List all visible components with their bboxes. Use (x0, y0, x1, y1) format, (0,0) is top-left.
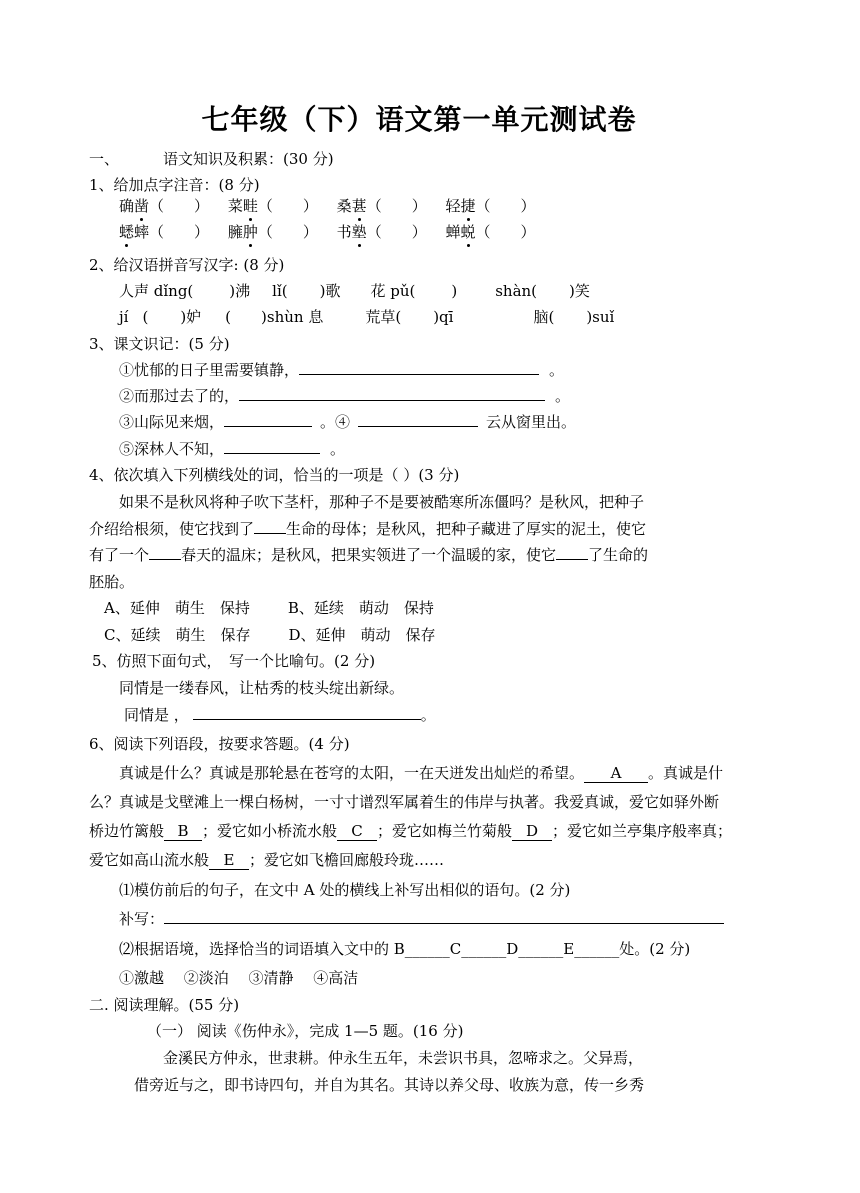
q2-row-1: 人声 dǐng( )沸 lǐ( )歌 花 pǔ( ) shàn( )笑 (119, 282, 590, 300)
answer-blank[interactable] (358, 412, 478, 427)
q6-fill-line: 补写： (119, 909, 724, 929)
q5-heading: 5、仿照下面句式， 写一个比喻句。(2 分) (92, 652, 376, 670)
q2-heading: 2、给汉语拼音写汉字: (8 分) (89, 256, 285, 274)
section-1-heading (89, 149, 334, 169)
section-2-heading: 二. 阅读理解。(55 分) (89, 996, 240, 1014)
phonetic-item: 蝉蜕（ ） (445, 223, 536, 241)
q6-sub-1: ⑴模仿前后的句子，在文中 A 处的横线上补写出相似的语句。(2 分) (119, 881, 571, 899)
answer-blank[interactable] (149, 545, 181, 560)
phonetic-item: 菜畦（ ） (227, 197, 318, 215)
answer-blank[interactable] (254, 519, 286, 534)
reading-1-heading: （一） 阅读《伤仲永》，完成 1—5 题。(16 分) (147, 1022, 464, 1040)
blank-a[interactable]: A (584, 764, 648, 783)
section-number: 一、 (89, 150, 120, 168)
answer-blank[interactable] (224, 439, 320, 454)
answer-blank[interactable] (239, 386, 545, 401)
page-title: 七年级（下）语文第一单元测试卷 (201, 103, 637, 136)
q6-para-line: 桥边竹篱般 B ；爱它如小桥流水般 C ；爱它如梅兰竹菊般 D ；爱它如兰亭集序般率真； (89, 822, 733, 840)
q5-example: 同情是一缕春风，让枯秀的枝头绽出新绿。 (119, 679, 405, 697)
q1-heading: 1、给加点字注音：(8 分) (89, 176, 260, 194)
reading-text-line: 金溪民方仲永，世隶耕。仲永生五年，未尝识书具，忽啼求之。父异焉， (163, 1049, 644, 1067)
q3-line-2: ②而那过去了的， 。 (119, 387, 571, 405)
q6-heading: 6、阅读下列语段，按要求答题。(4 分) (89, 735, 350, 753)
q6-choices: ①激越 ②淡泊 ③清静 ④高洁 (119, 969, 359, 987)
section-title: 语文知识及积累：(30 分) (163, 150, 334, 168)
q4-options-row-1 (104, 598, 434, 618)
q6-para-line: 么？真诚是戈壁滩上一棵白杨树，一寸寸谱烈军属着生的伟岸与执著。我爱真诚，爱它如驿外断 (89, 793, 720, 811)
answer-blank[interactable] (164, 909, 724, 924)
blank-b[interactable]: B (164, 822, 202, 841)
q4-para-line: 胚胎。 (89, 573, 135, 591)
q4-options-row-2 (104, 625, 436, 645)
q3-line-1: ①忧郁的日子里需要镇静， 。 (119, 361, 565, 379)
answer-blank[interactable] (224, 412, 312, 427)
q3-line-3: ③山际见来烟， 。④ 云从窗里出。 (119, 413, 577, 431)
q4-heading: 4、依次填入下列横线处的词，恰当的一项是（ ）(3 分) (89, 466, 460, 484)
blank-d[interactable]: D (512, 822, 552, 841)
q1-row-2 (119, 222, 536, 242)
q3-line-4: ⑤深林人不知， 。 (119, 440, 346, 458)
blank-c[interactable]: C (337, 822, 377, 841)
q1-row-1 (119, 196, 536, 216)
q4-para-line: 有了一个 春天的温床；是秋风，把果实领进了一个温暖的家，使它 了生命的 (89, 546, 649, 564)
answer-blank[interactable] (193, 705, 421, 720)
answer-blank[interactable] (299, 360, 539, 375)
q2-row-2: jí ( )妒 ( )shùn 息 荒草( )qī 脑( )suǐ (119, 308, 615, 326)
q6-para-line: 爱它如高山流水般 E ；爱它如飞檐回廊般玲珑…… (89, 851, 445, 869)
answer-blank[interactable] (556, 545, 588, 560)
q4-para-line: 介绍给根须，使它找到了 生命的母体；是秋风，把种子藏进了厚实的泥土，使它 (89, 520, 647, 538)
phonetic-item: 轻捷（ ） (445, 197, 536, 215)
phonetic-item: 书塾（ ） (336, 223, 427, 241)
reading-text-line: 借旁近与之，即书诗四句，并自为其名。其诗以养父母、收族为意，传一乡秀 (134, 1076, 645, 1094)
blank-e[interactable]: E (209, 851, 249, 870)
q6-sub-2: ⑵根据语境，选择恰当的词语填入文中的 B______C______D______E______处。(2 分) (119, 940, 691, 958)
q4-para-line: 如果不是秋风将种子吹下茎杆，那种子不是要被酷寒所冻僵吗？是秋风，把种子 (119, 493, 645, 511)
phonetic-item: 臃肿（ ） (227, 223, 318, 241)
option-b[interactable]: B、延续 萌动 保持 (287, 599, 434, 617)
phonetic-item: 蟋蟀（ ） (119, 223, 210, 241)
phonetic-item: 桑葚（ ） (336, 197, 427, 215)
q6-para-line: 真诚是什么？真诚是那轮悬在苍穹的太阳，一在天迸发出灿烂的希望。 A 。真诚是什 (119, 764, 724, 782)
option-c[interactable]: C、延续 萌生 保存 (104, 626, 251, 644)
phonetic-item: 确凿（ ） (119, 197, 210, 215)
option-a[interactable]: A、延伸 萌生 保持 (104, 599, 250, 617)
q3-heading: 3、课文识记：(5 分) (89, 335, 230, 353)
option-d[interactable]: D、延伸 萌动 保存 (288, 626, 436, 644)
q5-answer-line: 同情是 ， 。 (124, 706, 436, 724)
